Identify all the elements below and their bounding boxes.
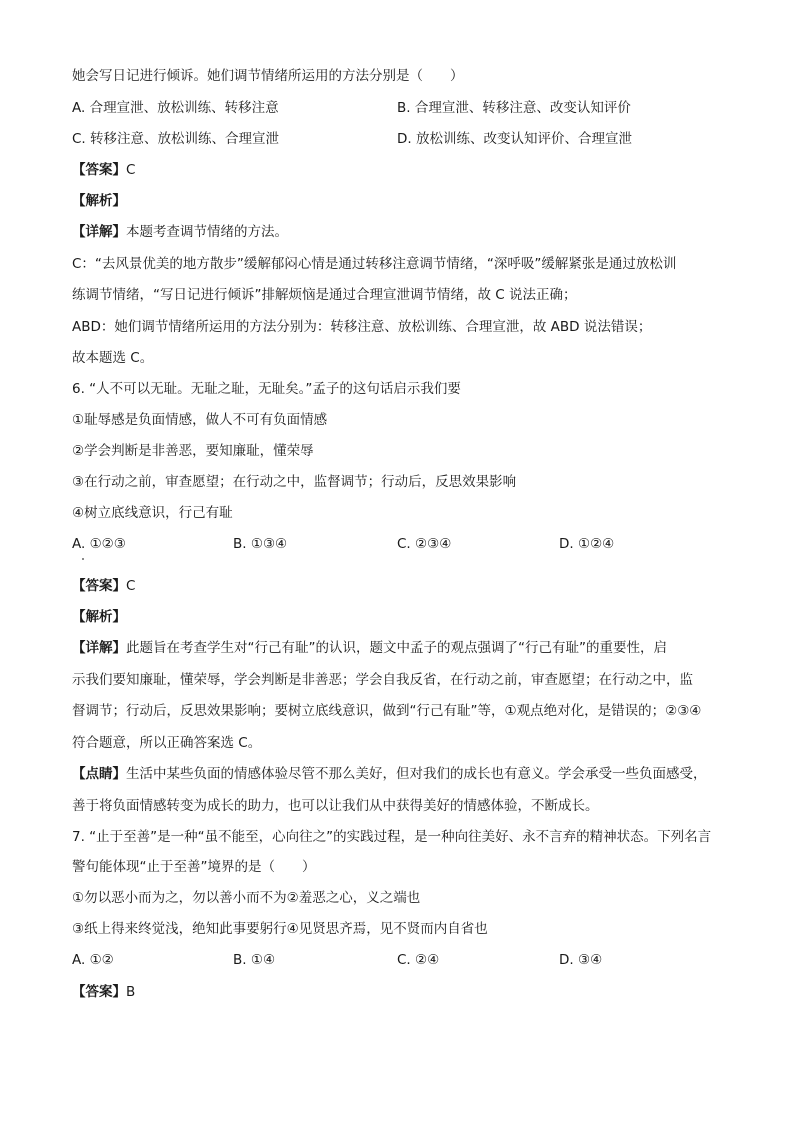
q6-option-c: C. ②③④ (397, 536, 452, 552)
q7-option-d: D. ③④ (559, 952, 603, 968)
q5-explain-line: C：“去风景优美的地方散步”缓解郁闷心情是通过转移注意调节情绪，“深呼吸”缓解紧张是通过放松训 (72, 256, 677, 272)
q6-answer (72, 577, 135, 595)
q6-stem: 6. “人不可以无耻。无耻之耻，无耻矣。”孟子的这句话启示我们要 (72, 381, 461, 397)
q7-item: ③纸上得来终觉浅，绝知此事要躬行④见贤思齐焉，见不贤而内自省也 (72, 921, 488, 937)
answer-tag: 【答案】 (72, 984, 126, 1000)
analysis-tag: 【解析】 (72, 193, 126, 209)
q6-detail-line: 符合题意，所以正确答案选 C。 (72, 735, 262, 751)
q5-option-d: D. 放松训练、改变认知评价、合理宣泄 (397, 131, 632, 147)
detail-tag: 【详解】 (72, 224, 126, 240)
q5-option-a: A. 合理宣泄、放松训练、转移注意 (72, 100, 279, 116)
q7-stem-line: 警句能体现“止于至善”境界的是（ ） (72, 859, 316, 875)
answer-value: C (126, 578, 136, 594)
q7-item: ①勿以恶小而为之，勿以善小而不为②羞恶之心，义之端也 (72, 890, 421, 906)
q6-detail-line: 示我们要知廉耻，懂荣辱，学会判断是非善恶；学会自我反省，在行动之前，审查愿望；在行动之中，监 (72, 672, 693, 688)
answer-value: B (126, 984, 136, 1000)
detail-text: 本题考查调节情绪的方法。 (126, 224, 288, 240)
q6-item: ④树立底线意识，行己有耻 (72, 505, 233, 521)
q5-explain-line: 故本题选 C。 (72, 350, 154, 366)
q5-explain-line: 练调节情绪，“写日记进行倾诉”排解烦恼是通过合理宣泄调节情绪，故 C 说法正确； (72, 287, 577, 303)
detail-tag: 【详解】 (72, 640, 126, 656)
q6-item: ①耻辱感是负面情感，做人不可有负面情感 (72, 412, 328, 428)
q5-explain-line: ABD：她们调节情绪所运用的方法分别为：转移注意、放松训练、合理宣泄，故 ABD 说法错误； (72, 319, 652, 335)
q6-item: ②学会判断是非善恶，要知廉耻，懂荣辱 (72, 443, 314, 459)
q7-stem-line: 7. “止于至善”是一种“虽不能至，心向往之”的实践过程，是一种向往美好、永不言弃的精神状态。下列名言 (72, 829, 712, 845)
answer-value: C (126, 162, 136, 178)
q6-detail-line: 督调节；行动后，反思效果影响；要树立底线意识，做到“行己有耻”等，①观点绝对化，是错误的；②③④ (72, 703, 702, 719)
q6-option-b: B. ①③④ (233, 536, 288, 552)
stray-dot (82, 558, 84, 560)
q5-answer (72, 161, 135, 179)
q6-analysis-heading (72, 608, 126, 626)
answer-tag: 【答案】 (72, 578, 126, 594)
q5-analysis-heading (72, 192, 126, 210)
q5-detail (72, 223, 288, 241)
q7-option-b: B. ①④ (233, 952, 276, 968)
detail-text: 此题旨在考查学生对“行己有耻”的认识，题文中孟子的观点强调了“行己有耻”的重要性，启 (126, 640, 667, 656)
q6-detail-line (72, 639, 667, 657)
analysis-tag: 【解析】 (72, 609, 126, 625)
q7-option-c: C. ②④ (397, 952, 440, 968)
q5-option-b: B. 合理宣泄、转移注意、改变认知评价 (397, 100, 631, 116)
note-tag: 【点睛】 (72, 766, 126, 782)
answer-tag: 【答案】 (72, 162, 126, 178)
q5-option-c: C. 转移注意、放松训练、合理宣泄 (72, 131, 280, 147)
q6-option-d: D. ①②④ (559, 536, 615, 552)
q5-stem-tail: 她会写日记进行倾诉。她们调节情绪所运用的方法分别是（ ） (72, 68, 464, 84)
q7-answer (72, 983, 135, 1001)
q6-item: ③在行动之前，审查愿望；在行动之中，监督调节；行动后，反思效果影响 (72, 474, 517, 490)
q6-option-a: A. ①②③ (72, 536, 126, 552)
q7-option-a: A. ①② (72, 952, 114, 968)
note-text: 生活中某些负面的情感体验尽管不那么美好，但对我们的成长也有意义。学会承受一些负面感受， (126, 766, 707, 782)
q6-note-line (72, 765, 707, 783)
q6-note-line: 善于将负面情感转变为成长的助力，也可以让我们从中获得美好的情感体验，不断成长。 (72, 798, 599, 814)
